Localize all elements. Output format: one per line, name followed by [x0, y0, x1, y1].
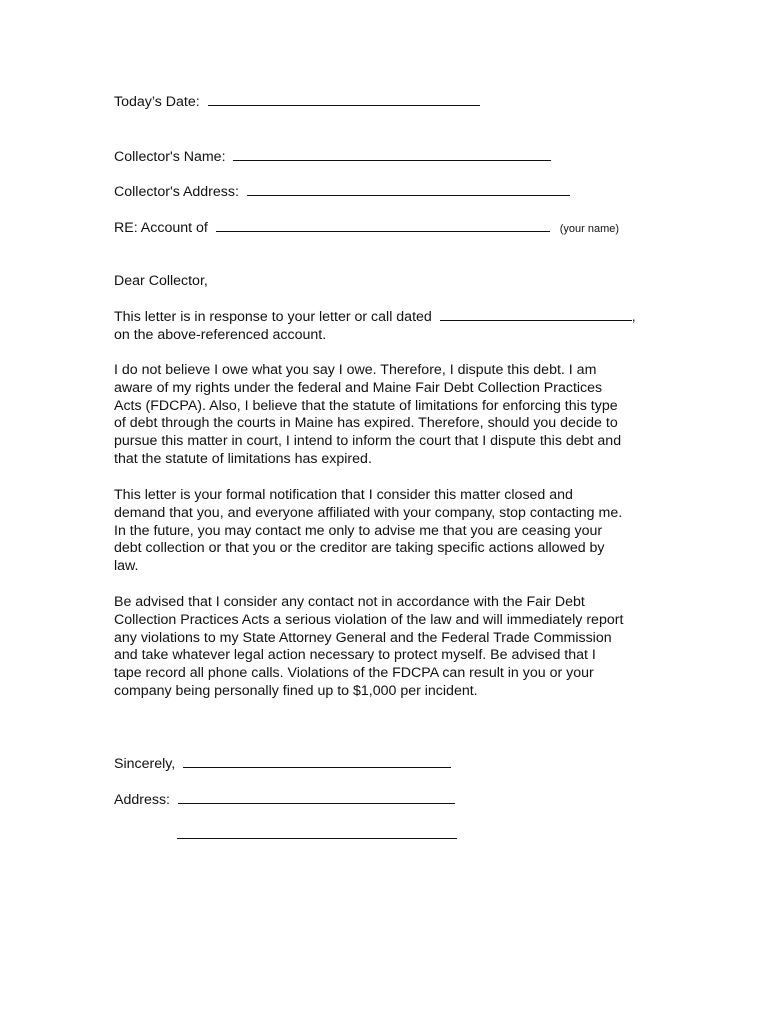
re-account-label: RE: Account of: [114, 220, 208, 236]
paragraph-notification: [114, 487, 659, 576]
address-blank-line-2[interactable]: [177, 838, 457, 839]
paragraph-line: Acts (FDCPA). Also, I believe that the statute of limitations for enforcing this type: [114, 397, 618, 414]
account-name-blank[interactable]: [216, 219, 550, 232]
paragraph-line: that the statute of limitations has expired.: [114, 450, 372, 467]
signature-blank[interactable]: [183, 755, 451, 768]
todays-date-row: [114, 93, 480, 111]
paragraph-line: This letter is your formal notification that I consider this matter closed and: [114, 487, 573, 503]
address-blank-line-1[interactable]: [178, 791, 455, 804]
paragraph-line: tape record all phone calls. Violations of the FDCPA can result in you or your: [114, 665, 594, 682]
paragraph-line: law.: [114, 558, 139, 575]
collector-name-row: [114, 148, 551, 166]
paragraph-line: any violations to my State Attorney General and the Federal Trade Commission: [114, 629, 612, 646]
paragraph-line: I do not believe I owe what you say I owe. Therefore, I dispute this debt. I am: [114, 362, 597, 378]
collector-address-row: [114, 183, 570, 201]
paragraph-line: Collection Practices Acts a serious violation of the law and will immediately report: [114, 611, 624, 628]
collector-name-label: Collector's Name:: [114, 149, 226, 165]
paragraph-line: debt collection or that you or the creditor are taking specific actions allowed by: [114, 540, 605, 557]
todays-date-label: Today’s Date:: [114, 94, 200, 110]
paragraph-line: company being personally fined up to $1,000 per incident.: [114, 682, 478, 699]
collector-name-blank[interactable]: [233, 148, 551, 161]
re-account-row: [114, 219, 619, 238]
paragraph-line: aware of my rights under the federal and Maine Fair Debt Collection Practices: [114, 379, 603, 396]
collector-address-label: Collector's Address:: [114, 184, 239, 200]
sincerely-label: Sincerely,: [114, 756, 176, 772]
intro-text: This letter is in response to your letter or call dated: [114, 309, 432, 325]
salutation: Dear Collector,: [114, 273, 208, 289]
address-row: [114, 791, 455, 809]
todays-date-blank[interactable]: [208, 93, 480, 106]
paragraph-line: of debt through the courts in Maine has expired. Therefore, should you decide to: [114, 415, 618, 432]
address-label: Address:: [114, 792, 170, 808]
intro-line-1: [114, 308, 636, 326]
paragraph-line: and take whatever legal action necessary to protect myself. Be advised that I: [114, 647, 596, 664]
paragraph-line: demand that you, and everyone affiliated with your company, stop contacting me.: [114, 504, 623, 521]
paragraph-advisory: [114, 594, 659, 701]
intro-comma: ,: [631, 309, 636, 325]
your-name-hint: (your name): [559, 223, 620, 235]
paragraph-line: pursue this matter in court, I intend to inform the court that I dispute this debt and: [114, 433, 622, 450]
sincerely-row: [114, 755, 451, 773]
paragraph-line: In the future, you may contact me only to advise me that you are ceasing your: [114, 522, 603, 539]
collector-address-blank[interactable]: [247, 183, 570, 196]
paragraph-dispute: [114, 362, 659, 469]
paragraph-line: Be advised that I consider any contact not in accordance with the Fair Debt: [114, 594, 585, 610]
intro-line-2: on the above-referenced account.: [114, 327, 327, 343]
letter-date-blank[interactable]: [440, 308, 632, 321]
